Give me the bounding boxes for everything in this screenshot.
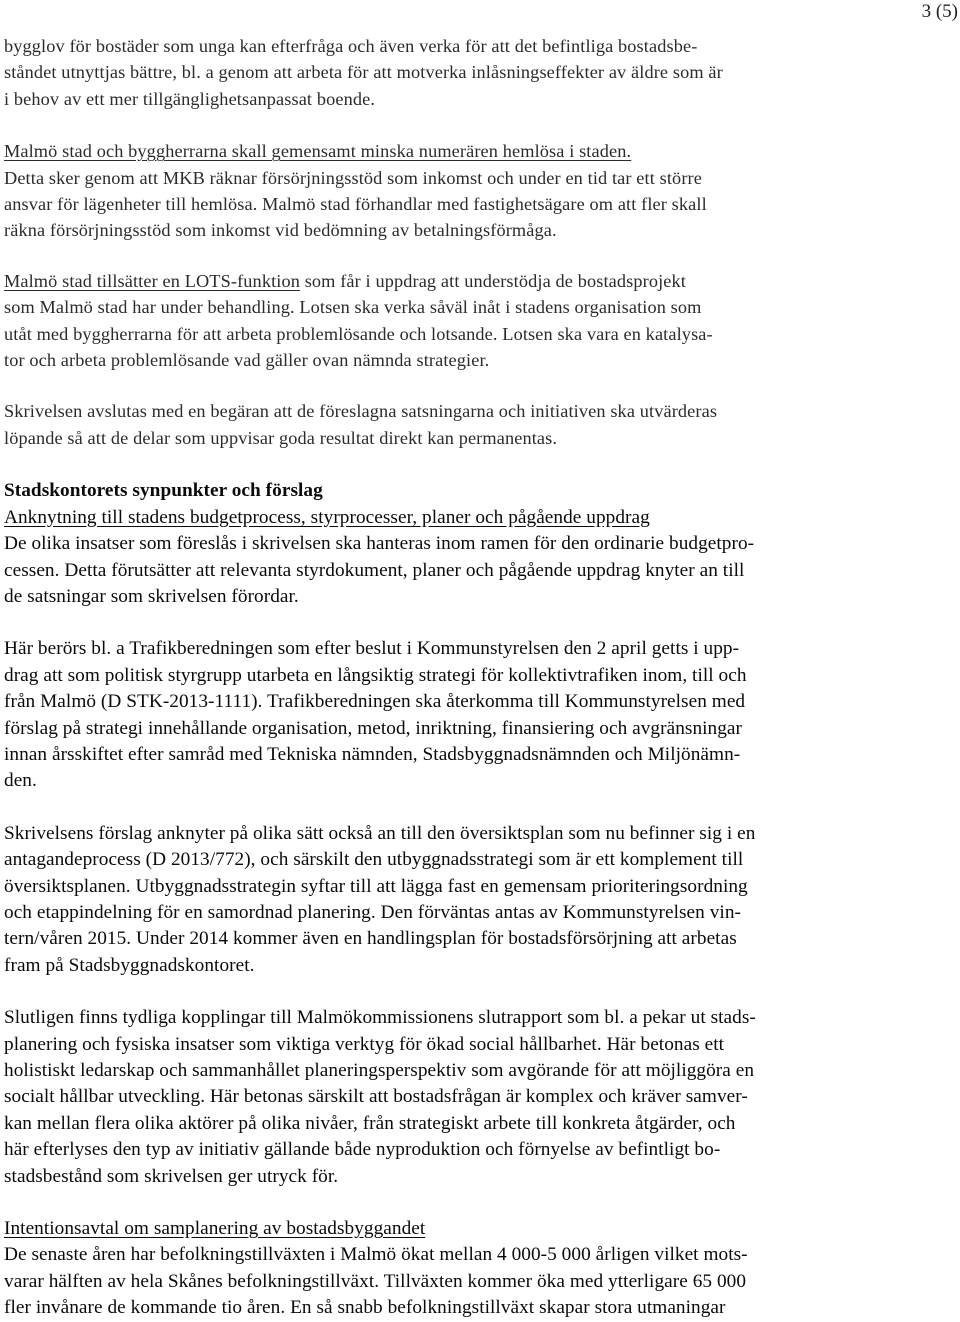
text-line: från Malmö (D STK-2013-1111). Trafikberedningen ska återkomma till Kommunstyrelsen med: [4, 691, 746, 713]
text-line: ansvar för lägenheter till hemlösa. Malmö stad förhandlar med fastighetsägare om att fler skall: [4, 194, 707, 215]
text-line: och etappindelning för en samordnad planering. Den förväntas antas av Kommunstyrelsen vin-: [4, 901, 741, 923]
text-line: [4, 268, 878, 294]
section-subheading: Intentionsavtal om samplanering av bostadsbyggandet: [4, 1218, 426, 1240]
paragraph-homelessness: [4, 138, 878, 244]
text-line: kan mellan flera olika aktörer på olika nivåer, från strategiskt arbete till konkreta åtgärder, och: [4, 1112, 736, 1134]
text-line: löpande så att de delar som uppvisar goda resultat direkt kan permanentas.: [4, 427, 558, 448]
text-line: Skrivelsens förslag anknyter på olika sätt också an till den översiktsplan som nu befinner sig i en: [4, 822, 756, 844]
text-line: utåt med byggherrarna för att arbeta problemlösande och lotsande. Lotsen ska vara en katalysa-: [4, 323, 713, 344]
text-line: de satsningar som skrivelsen förordar.: [4, 585, 299, 607]
paragraph-lots-function: [4, 268, 878, 374]
text-line: De olika insatser som föreslås i skrivelsen ska hanteras inom ramen för den ordinarie budgetpro-: [4, 533, 755, 555]
paragraph-evaluation: [4, 398, 878, 451]
text-line: cessen. Detta förutsätter att relevanta styrdokument, planer och pågående uppdrag knyter an till: [4, 559, 745, 581]
text-line: fler invånare de kommande tio åren. En så snabb befolkningstillväxt skapar stora utmaningar: [4, 1297, 726, 1319]
paragraph-traffic-committee: [4, 636, 878, 794]
page-number: 3 (5): [921, 1, 958, 22]
text-line: stadsbestånd som skrivelsen ger utryck för.: [4, 1165, 339, 1187]
text-line: planering och fysiska insatser som viktiga verktyg för ökad social hållbarhet. Här betonas ett: [4, 1033, 725, 1055]
text-line: i behov av ett mer tillgänglighetsanpassat boende.: [4, 88, 376, 109]
text-line: Här berörs bl. a Trafikberedningen som efter beslut i Kommunstyrelsen den 2 april getts i upp-: [4, 638, 740, 660]
text-line: innan årsskiftet efter samråd med Tekniska nämnden, Stadsbyggnadsnämnden och Miljönämn-: [4, 743, 741, 765]
section-intention-agreement: [4, 1216, 878, 1322]
text-fragment: som får i uppdrag att understödja de bostadsprojekt: [300, 270, 686, 291]
paragraph-malmo-commission: [4, 1005, 878, 1190]
text-line: förslag på strategi innehållande organisation, metod, inriktning, finansiering och avgränsningar: [4, 717, 743, 739]
paragraph-lead-underlined: Malmö stad tillsätter en LOTS-funktion: [4, 270, 300, 291]
text-line: De senaste åren har befolkningstillväxten i Malmö ökat mellan 4 000-5 000 årligen vilket mots-: [4, 1244, 748, 1266]
text-line: tor och arbeta problemlösande vad gäller ovan nämnda strategier.: [4, 350, 490, 371]
text-line: bygglov för bostäder som unga kan efterfråga och även verka för att det befintliga bostadsbe-: [4, 36, 698, 56]
document-body: [4, 0, 878, 1322]
section-heading: Stadskontorets synpunkter och förslag: [4, 480, 323, 502]
text-line: som Malmö stad har under behandling. Lotsen ska verka såväl inåt i stadens organisation som: [4, 297, 702, 318]
text-line: holistiskt ledarskap och sammanhållet planeringsperspektiv som avgörande för att möjliggöra en: [4, 1060, 755, 1081]
text-line: ståndet utnyttjas bättre, bl. a genom att arbeta för att motverka inlåsningseffekter av äldre som är: [4, 62, 723, 83]
section-subheading: Anknytning till stadens budgetprocess, styrprocesser, planer och pågående uppdrag: [4, 506, 650, 528]
text-line: socialt hållbar utveckling. Här betonas särskilt att bostadsfrågan är komplex och kräver samver-: [4, 1086, 748, 1108]
paragraph-housing-permits: [4, 33, 878, 112]
text-line: antagandeprocess (D 2013/772), och särskilt den utbyggnadsstrategi som är ett komplement till: [4, 849, 744, 871]
section-city-office-views: [4, 478, 878, 610]
text-line: Slutligen finns tydliga kopplingar till Malmökommissionens slutrapport som bl. a pekar ut stads-: [4, 1007, 756, 1029]
text-line: drag att som politisk styrgrupp utarbeta en långsiktig strategi för kollektivtrafiken inom, till och: [4, 664, 747, 686]
text-line: Skrivelsen avslutas med en begäran att de föreslagna satsningarna och initiativen ska utvärderas: [4, 401, 718, 422]
text-line: Detta sker genom att MKB räknar försörjningsstöd som inkomst och under en tid tar ett större: [4, 167, 702, 188]
paragraph-lead-underlined: Malmö stad och byggherrarna skall gemensamt minska numerären hemlösa i staden.: [4, 141, 632, 162]
text-line: här efterlyses den typ av initiativ gällande både nyproduktion och förnyelse av befintligt bo-: [4, 1139, 721, 1161]
text-line: räkna försörjningsstöd som inkomst vid bedömning av betalningsförmåga.: [4, 220, 557, 241]
text-line: den.: [4, 770, 37, 792]
text-line: översiktsplanen. Utbyggnadsstrategin syftar till att lägga fast en gemensam prioriteringsordning: [4, 875, 748, 897]
text-line: tern/våren 2015. Under 2014 kommer även en handlingsplan för bostadsförsörjning att arbetas: [4, 928, 737, 950]
text-line: varar hälften av hela Skånes befolkningstillväxt. Tillväxten kommer öka med ytterligare 65 000: [4, 1270, 747, 1292]
text-line: fram på Stadsbyggnadskontoret.: [4, 954, 255, 976]
paragraph-comprehensive-plan: [4, 821, 878, 979]
